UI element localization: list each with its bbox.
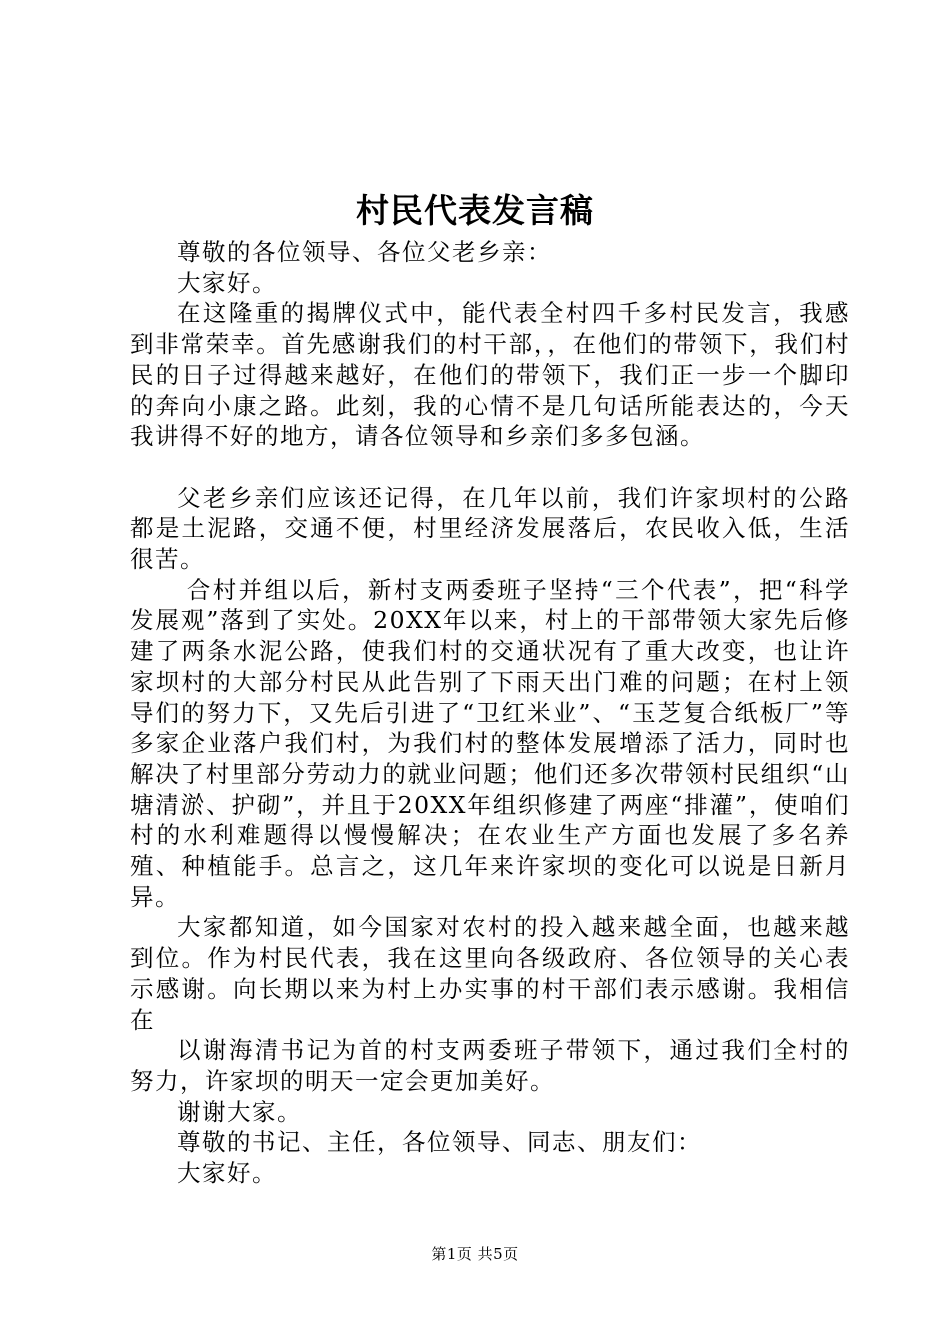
paragraph-opening: 在这隆重的揭牌仪式中，能代表全村四千多村民发言，我感到非常荣幸。首先感谢我们的村干部，，在他们的带领下，我们村民的日子过得越来越好，在他们的带领下，我们正一步一个脚印的奔向小康之路。此刻，我的心情不是几句话所能表达的，今天我讲得不好的地方，请各位领导和乡亲们多多包涵。	[130, 299, 850, 451]
paragraph-salutation-2: 尊敬的书记、主任，各位领导、同志、朋友们：	[177, 1128, 702, 1157]
document-title: 村民代表发言稿	[356, 191, 594, 230]
page-number-footer: 第1页 共5页	[431, 1245, 519, 1263]
paragraph-salutation: 尊敬的各位领导、各位父老乡亲：	[177, 238, 552, 266]
paragraph-thanks: 大家都知道，如今国家对农村的投入越来越全面，也越来越到位。作为村民代表，我在这里向各级政府、各位领导的关心表示感谢。向长期以来为村上办实事的村干部们表示感谢。我相信在	[130, 913, 850, 1034]
paragraph-greeting: 大家好。	[177, 268, 277, 297]
paragraph-closing: 谢谢大家。	[177, 1097, 302, 1126]
paragraph-future: 以谢海清书记为首的村支两委班子带领下，通过我们全村的努力，许家坝的明天一定会更加美好。	[130, 1036, 850, 1095]
paragraph-past: 父老乡亲们应该还记得，在几年以前，我们许家坝村的公路都是土泥路，交通不便，村里经济发展落后，农民收入低，生活很苦。	[130, 483, 850, 574]
paragraph-greeting-2: 大家好。	[177, 1159, 277, 1188]
document-body	[130, 237, 850, 1189]
paragraph-development: 合村并组以后，新村支两委班子坚持“三个代表”，把“科学发展观”落到了实处。20XX年以来，村上的干部带领大家先后修建了两条水泥公路，使我们村的交通状况有了重大改变，也让许家坝村的大部分村民从此告别了下雨天出门难的问题；在村上领导们的努力下，又先后引进了“卫红米业”、“玉芝复合纸板厂”等多家企业落户我们村，为我们村的整体发展增添了活力，同时也解决了村里部分劳动力的就业问题；他们还多次带领村民组织“山塘清淤、护砌”，并且于20XX年组织修建了两座“排灌”，使咱们村的水利难题得以慢慢解决；在农业生产方面也发展了多名养殖、种植能手。总言之，这几年来许家坝的变化可以说是日新月异。	[130, 575, 850, 911]
